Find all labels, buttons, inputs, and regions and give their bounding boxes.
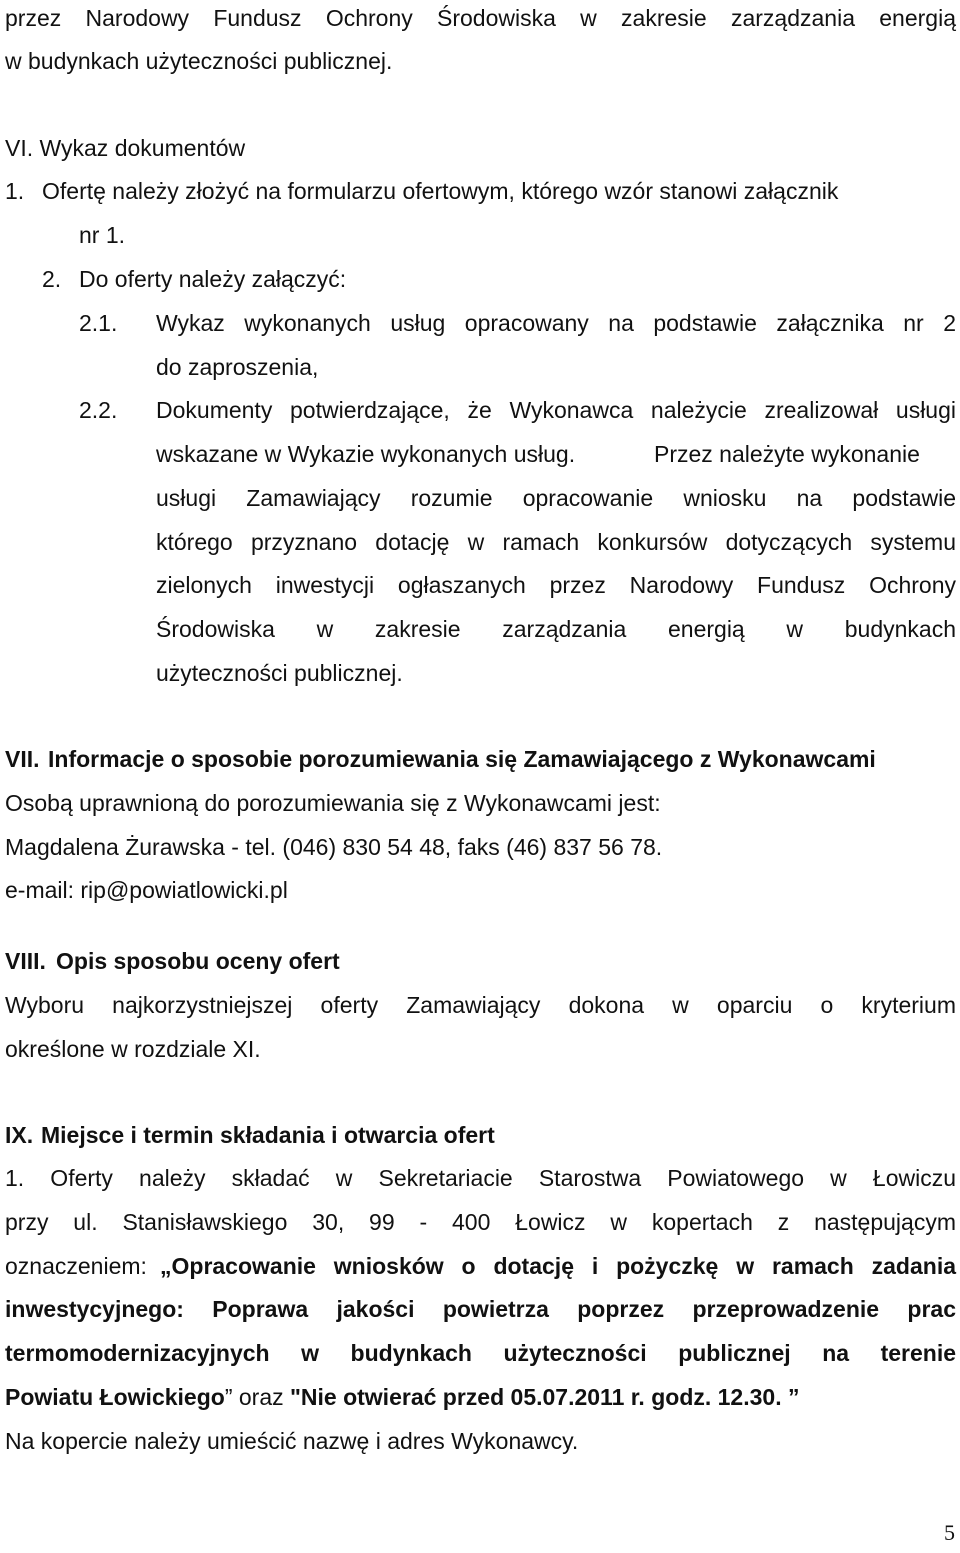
section-heading: Opis sposobu oceny ofert: [56, 948, 340, 974]
body-text-line: Wyboru najkorzystniejszej oferty Zamawiający dokona w oparciu o kryterium: [5, 992, 956, 1018]
sublist-item-text: użyteczności publicznej.: [156, 660, 403, 686]
sublist-item-text: zielonych inwestycji ogłaszanych przez Narodowy Fundusz Ochrony: [156, 572, 956, 598]
sublist-item-number: 2.1.: [79, 310, 118, 336]
list-item-text: nr 1.: [79, 222, 126, 248]
envelope-marking-text: Powiatu Łowickiego: [5, 1384, 225, 1410]
envelope-marking-text: inwestycyjnego: Poprawa jakości powietrza poprzez przeprowadzenie prac: [5, 1296, 956, 1322]
list-item-text: Do oferty należy załączyć:: [79, 266, 347, 292]
closing-quote: . ”: [775, 1384, 800, 1410]
body-text-line: 1. Oferty należy składać w Sekretariacie Starostwa Powiatowego w Łowiczu: [5, 1165, 956, 1191]
body-text-line: Osobą uprawnioną do porozumiewania się z Wykonawcami jest:: [5, 790, 661, 816]
contact-line: Magdalena Żurawska - tel. (046) 830 54 48, faks (46) 837 56 78.: [5, 834, 663, 860]
body-text-line: przez Narodowy Fundusz Ochrony Środowiska w zakresie zarządzania energią: [5, 5, 956, 31]
sublist-item-text: Środowiska w zakresie zarządzania energią w budynkach: [156, 616, 956, 642]
closing-quote-and-text: ” oraz: [224, 1384, 290, 1410]
envelope-marking-line: [5, 1383, 799, 1411]
sublist-item-text: Przez należyte wykonanie: [654, 441, 920, 467]
sublist-item-text: do zaproszenia,: [156, 354, 319, 380]
body-text-line: przy ul. Stanisławskiego 30, 99 - 400 Łowicz w kopertach z następującym: [5, 1209, 956, 1235]
section-number: VIII.: [5, 948, 46, 974]
sublist-item-text: Dokumenty potwierdzające, że Wykonawca należycie zrealizował usługi: [156, 397, 956, 423]
page-number: 5: [944, 1520, 955, 1545]
sublist-item-number: 2.2.: [79, 397, 118, 423]
sublist-item-text: usługi Zamawiający rozumie opracowanie wniosku na podstawie: [156, 485, 956, 511]
body-text-line: w budynkach użyteczności publicznej.: [5, 48, 393, 74]
sublist-item-text: wskazane w Wykazie wykonanych usług.: [156, 441, 576, 467]
email-line: e-mail: rip@powiatlowicki.pl: [5, 877, 288, 903]
envelope-marking-text: „Opracowanie wniosków o dotację i pożyczkę w ramach zadania: [160, 1253, 956, 1279]
sublist-item-text: którego przyznano dotację w ramach konkursów dotyczących systemu: [156, 529, 956, 555]
do-not-open-text: "Nie otwierać przed 05.07.2011 r. godz. 12.30: [290, 1384, 776, 1410]
sublist-item-text: Wykaz wykonanych usług opracowany na podstawie załącznika nr 2: [156, 310, 956, 336]
section-heading: Miejsce i termin składania i otwarcia ofert: [41, 1122, 495, 1148]
section-number: IX.: [5, 1122, 34, 1148]
section-heading: Informacje o sposobie porozumiewania się Zamawiającego z Wykonawcami: [48, 746, 876, 772]
list-item-number: 2.: [42, 266, 62, 292]
envelope-marking-text: termomodernizacyjnych w budynkach użyteczności publicznej na terenie: [5, 1340, 956, 1366]
section-heading: VI. Wykaz dokumentów: [5, 135, 246, 161]
list-item-text: Ofertę należy złożyć na formularzu ofertowym, którego wzór stanowi załącznik: [42, 178, 839, 204]
body-text-line: oznaczeniem:: [5, 1253, 147, 1279]
body-text-line: Na kopercie należy umieścić nazwę i adres Wykonawcy.: [5, 1428, 579, 1454]
body-text-line: określone w rozdziale XI.: [5, 1036, 261, 1062]
section-number: VII.: [5, 746, 40, 772]
list-item-number: 1.: [5, 178, 25, 204]
